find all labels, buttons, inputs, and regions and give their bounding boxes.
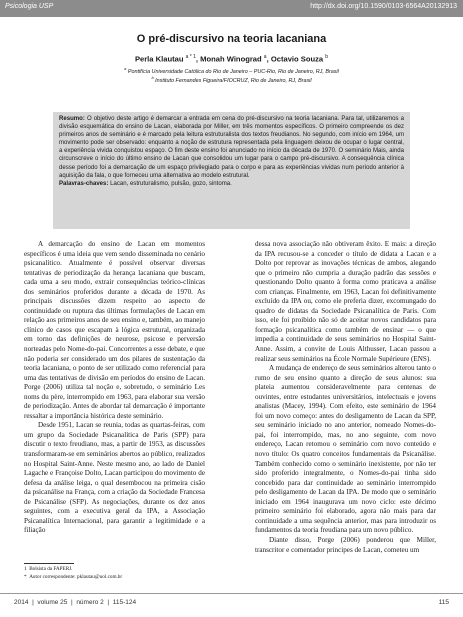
abstract-label: Resumo: <box>59 116 85 122</box>
keywords-line <box>59 180 404 188</box>
abstract-paragraph <box>59 115 404 180</box>
author-superscript: b <box>325 54 329 60</box>
footnote-mark: 1 <box>24 566 27 572</box>
author-name: Octavio Souza <box>270 54 324 64</box>
article-title: O pré-discursivo na teoria lacaniana <box>136 33 327 45</box>
footnote-text: Autor correspondente: pklautau@uol.com.br <box>29 574 123 580</box>
footnote-text: Bolsista da FAPERJ. <box>29 566 73 572</box>
author-name: Monah Winograd <box>200 54 262 64</box>
author-superscript: a <box>263 54 267 60</box>
footer-divider <box>0 593 463 594</box>
issue-info: 2014 | volume 25 | número 2 | 115-124 <box>14 599 137 606</box>
issue-number: número 2 <box>76 599 104 606</box>
author-name: Perla Klautau <box>134 54 184 64</box>
abstract-text: O objetivo deste artigo é demarcar a entrada em cena do pré-discursivo na teoria lacaniana. Para tal, utilizaremos a divisão esquemática do ensino de Lacan, elaborada por Miller, em três momentos específicos. O primeiro compreende os dez primeiros anos de seminário e é marcado pela leitura estruturalista dos textos freudianos. No segundo, com início em 1964, um movimento pode ser observado: enquanto a noção de estrutura representada pela linguagem deixou de ocupar o lugar central, a experiência vivida conquistou espaço. O fim deste ensino foi anunciado no início da década de 1970. O seminário Mais, ainda circunscreve o início do último ensino de Lacan que consolidou um lugar para o campo pré-discursivo. A consequência clínica desse período foi a demarcação de um espaço privilegiado para o corpo e para as experiências vividas num período anterior à aquisição da fala, o que forneceu uma alternativa ao modelo estrutural. <box>59 116 404 179</box>
journal-name: Psicologia USP <box>5 3 54 10</box>
body-paragraph: A mudança de endereço de seus seminários alterou tanto o rumo de seu ensino quanto a direção de seus alunos: sua plateia aumentou consideravelmente para centenas de ouvintes, entre estudantes universitários, intelectuais e jovens analistas (Macey, 1994). Com efeito, este seminário de 1964 foi um novo começo: antes do desligamento de Lacan da SPP, seu seminário iniciado no ano anterior, nomeado Nomes-do-pai, foi interrompido, mas, no ano seguinte, com novo endereço, Lacan retomou o seminário com novo conteúdo e novo título: Os quatro conceitos fundamentais da Psicanálise. Também conhecido como o seminário inexistente, por não ter sido proferido integralmente, o Nomes-do-pai tinha sido concebido para dar continuidade ao seminário interrompido pelo desligamento de Lacan da IPA. De modo que o seminário iniciado em 1964 inaugurava um novo ciclo: este décimo primeiro seminário foi elaborado, agora não mais para dar continuidade a uma sequência anterior, mas para introduzir os fundamentos da teoria freudiana para um novo público. <box>255 364 436 535</box>
affiliation-text: Pontifícia Universidade Católica do Rio de Janeiro – PUC-Rio, Rio de Janeiro, RJ, Brasil <box>127 68 339 75</box>
body-paragraph: Diante disso, Porge (2006) ponderou que Miller, transcritor e comentador principes de Lacan, cometeu um <box>255 535 436 554</box>
doi-link[interactable]: http://dx.doi.org/10.1590/0103-6564A20132913 <box>310 3 457 10</box>
affiliation-mark: a <box>124 66 127 71</box>
body-paragraph: Desde 1951, Lacan se reunia, todas as quartas-feiras, com um grupo da Sociedade Psicanalítica de Paris (SPP) para discutir o texto freudiano, mas, a partir de 1953, as discussões transformaram-se em seminários abertos ao público, realizados no Hospital Saint-Anne. Neste mesmo ano, ao lado de Daniel Lagache e Françoise Dolto, Lacan participou do movimento de defesa da análise leiga, o qual desembocou na primeira cisão da psicanálise na França, com a criação da Sociedade Francesa de Psicanálise (SFP). As negociações, durante os dez anos seguintes, com a executiva geral da IPA, a Associação Psicanalítica Internacional, para garantir a legitimidade e a filiação <box>24 421 205 535</box>
keywords-label: Palavras-chaves: <box>59 180 109 187</box>
issue-volume: volume 25 <box>37 599 68 606</box>
page-number: 115 <box>438 599 449 606</box>
affiliation-text: Instituto Fernandes Figueira/FIOCRUZ, Rio de Janeiro, RJ, Brasil <box>155 77 312 84</box>
footnote-mark: * <box>24 574 27 580</box>
footnote-2 <box>24 574 122 580</box>
affiliation-b <box>0 75 463 84</box>
journal-header-bar <box>0 0 463 17</box>
body-column-right <box>255 240 436 555</box>
body-paragraph: dessa nova associação não obtiveram êxito. E mais: a direção da IPA recusou-se a conceder o título de didata a Lacan e a Dolto por reprovar as inovações técnicas de ambos, alegando que o primeiro não cumpria a duração padrão das sessões e questionando Dolto quanto à forma como praticava a análise com crianças. Finalmente, em 1963, Lacan foi definitivamente excluído da IPA ou, como ele preferia dizer, excomungado do quadro de didatas da Sociedade Psicanalítica de Paris. Com isso, ele foi proibido não só de aceitar novos candidatos para formação psicanalítica como também de ensinar — o que impedia a continuidade de seus seminários no Hospital Saint-Anne. Assim, a convite de Louis Althusser, Lacan passou a realizar seus seminários na École Normale Supérieure (ENS). <box>255 240 436 363</box>
author-list: Perla Klautau $^{a * 1}$, Monah Winograd $^a$, Octavio Souza $^b$ <box>134 54 329 64</box>
issue-year: 2014 <box>14 599 29 606</box>
affiliation-a <box>0 66 463 75</box>
body-paragraph: A demarcação do ensino de Lacan em momentos específicos é uma ideia que vem sendo disseminada no cenário psicanalítico. Atualmente é possível observar diversas tentativas de periodização da herança lacaniana que buscam, cada uma a seu modo, extrair consequências teórico-clínicas dos seminários proferidos durante a década de 1970. As principais discussões dizem respeito ao aspecto de continuidade ou ruptura das últimas formulações de Lacan em relação aos primeiros anos de seu ensino e, também, ao manejo clínico de casos que escapam à lógica estrutural, organizada em torno das definições de neurose, psicose e perversão norteadas pelo Nome-do-pai. Concorrentes a esse debate, e que não poderia ser considerado um dos pilares de sustentação da teoria lacaniana, o ponto de ser utilizado como referencial para uma das tentativas de divisão em períodos do ensino de Lacan. Porge (2006) utiliza tal noção e, sobretudo, o seminário Les noms du père, interrompido em 1963, para elaborar sua versão de periodização. Antes de abordar tal demarcação é importante ressaltar a importância histórica deste seminário. <box>24 240 205 420</box>
issue-pages: 115-124 <box>112 599 137 606</box>
author-superscript: a * 1 <box>185 54 196 60</box>
body-column-left <box>24 240 205 536</box>
abstract-box <box>53 112 410 229</box>
affiliation-mark: b <box>151 75 154 80</box>
keywords-text: Lacan, estruturalismo, pulsão, gozo, sintoma. <box>110 180 232 187</box>
footnote-divider <box>24 563 74 564</box>
footnote-1 <box>24 566 72 572</box>
